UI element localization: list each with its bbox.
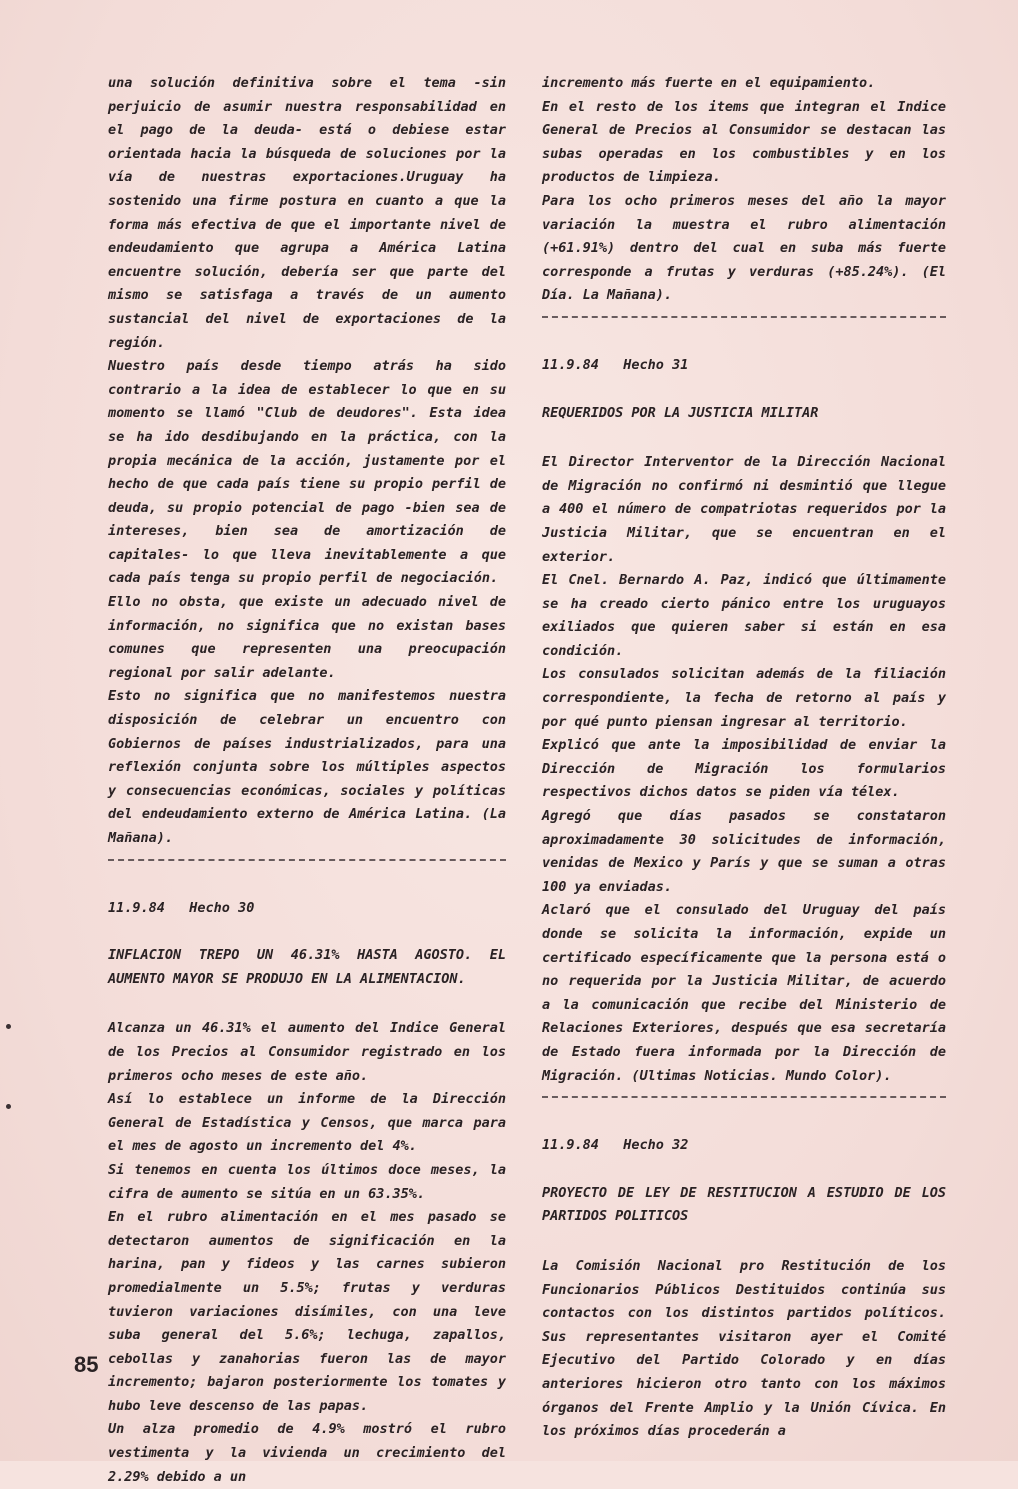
section-divider	[542, 316, 946, 318]
section-date: 11.9.84	[542, 356, 599, 373]
paragraph: Los consulados solicitan además de la filiación correspondiente, la fecha de retorno al país y por qué punto piensan ingresar al territorio.	[542, 666, 946, 730]
paragraph: La Comisión Nacional pro Restitución de los Funcionarios Públicos Destituidos continúa sus contactos con los distintos partidos políticos. Sus representantes visitaron ayer el Comité Ejecutivo del Partido Colorado y en días anteriores hicieron otro tanto con los máximos órganos del Frente Amplio y la Unión Cívica. En los próximos días procederán a	[542, 1257, 946, 1440]
paragraph: Esto no significa que no manifestemos nuestra disposición de celebrar un encuentro con Gobiernos de países industrializados, para una reflexión conjunta sobre los múltiples aspectos y consecuencias económicas, sociales y políticas del endeudamiento externo de América Latina. (La Mañana).	[108, 688, 506, 846]
paragraph: Aclaró que el consulado del Uruguay del país donde se solicita la información, expide un certificado específicamente que la persona está o no requerida por la Justicia Militar, de acuerdo a la comunicación que recibe del Ministerio de Relaciones Exteriores, después que esa secretaría de Estado fuera informada por la Dirección de Migración. (Ultimas Noticias. Mundo Color).	[542, 902, 946, 1084]
paragraph: En el rubro alimentación en el mes pasado se detectaron aumentos de significación en la harina, pan y fideos y las carnes subieron promedialmente un 5.5%; frutas y verduras tuvieron variaciones disímiles, con una leve suba general del 5.6%; lechuga, zapallos, cebollas y zanahorias fueron las de mayor incremento; bajaron posteriormente los tomates y hubo leve descenso de las papas.	[108, 1209, 506, 1414]
paragraph: una solución definitiva sobre el tema -sin perjuicio de asumir nuestra responsabilidad en el pago de la deuda- está o debiese estar orientada hacia la búsqueda de soluciones por la vía de nuestras exportaciones.Uruguay ha sostenido una firme postura en cuanto a que la forma más efectiva de que el importante nivel de endeudamiento que agrupa a América Latina encuentre solución, debería ser que parte del mismo se satisfaga a través de un aumento sustancial del nivel de exportaciones de la región.	[108, 75, 506, 351]
paragraph: Ello no obsta, que existe un adecuado nivel de información, no significa que no existan bases comunes que representen una preocupación regional por salir adelante.	[108, 594, 506, 681]
section-label: Hecho 31	[623, 356, 689, 373]
section-title: REQUERIDOS POR LA JUSTICIA MILITAR	[542, 404, 819, 421]
section-divider	[542, 1096, 946, 1098]
binding-hole-mark	[6, 1104, 11, 1109]
section-divider	[108, 859, 506, 861]
section-title: PROYECTO DE LEY DE RESTITUCION A ESTUDIO DE LOS PARTIDOS POLITICOS	[542, 1184, 946, 1225]
paragraph: Así lo establece un informe de la Dirección General de Estadística y Censos, que marca para el mes de agosto un incremento del 4%.	[108, 1091, 506, 1155]
section-header-hecho-32	[542, 1134, 946, 1158]
section-label: Hecho 32	[623, 1137, 689, 1154]
right-column	[542, 72, 946, 1444]
section-header-hecho-31	[542, 354, 946, 378]
paragraph: Agregó que días pasados se constataron aproximadamente 30 solicitudes de información, venidas de Mexico y París y que se suman a otras 100 ya enviadas.	[542, 808, 946, 895]
paragraph: Nuestro país desde tiempo atrás ha sido contrario a la idea de establecer lo que en su momento se llamó "Club de deudores". Esta idea se ha ido desdibujando en la práctica, con la propia mecánica de la acción, justamente por el hecho de que cada país tiene su propio perfil de deuda, su propio potencial de pago -bien sea de intereses, bien sea de amortización de capitales- lo que lleva inevitablemente a que cada país tenga su propio perfil de negociación.	[108, 358, 506, 587]
paragraph: El Director Interventor de la Dirección Nacional de Migración no confirmó ni desmintió que llegue a 400 el número de compatriotas requeridos por la Justicia Militar, que se encuentran en el exterior.	[542, 454, 946, 565]
paragraph: El Cnel. Bernardo A. Paz, indicó que últimamente se ha creado cierto pánico entre los uruguayos exiliados que quieren saber si están en esa condición.	[542, 572, 946, 659]
section-header-hecho-30	[108, 897, 506, 921]
section-date: 11.9.84	[542, 1137, 599, 1154]
paragraph: incremento más fuerte en el equipamiento.	[542, 75, 876, 91]
paragraph: Un alza promedio de 4.9% mostró el rubro vestimenta y la vivienda un crecimiento del 2.29% debido a un	[108, 1421, 506, 1485]
section-title: INFLACION TREPO UN 46.31% HASTA AGOSTO. EL AUMENTO MAYOR SE PRODUJO EN LA ALIMENTACION.	[108, 947, 506, 987]
paragraph: Alcanza un 46.31% el aumento del Indice General de los Precios al Consumidor registrado en los primeros ocho meses de este año.	[108, 1020, 506, 1084]
left-column	[108, 72, 506, 1489]
binding-hole-mark	[6, 1024, 11, 1029]
paragraph: Explicó que ante la imposibilidad de enviar la Dirección de Migración los formularios respectivos dichos datos se piden vía télex.	[542, 737, 946, 801]
section-label: Hecho 30	[189, 899, 255, 916]
paragraph: Si tenemos en cuenta los últimos doce meses, la cifra de aumento se sitúa en un 63.35%.	[108, 1161, 506, 1202]
paragraph: En el resto de los items que integran el Indice General de Precios al Consumidor se destacan las subas operadas en los combustibles y en los productos de limpieza.	[542, 98, 946, 186]
paragraph: Para los ocho primeros meses del año la mayor variación la muestra el rubro alimentación (+61.91%) dentro del cual en suba más fuerte corresponde a frutas y verduras (+85.24%). (El Día. La Mañana).	[542, 192, 946, 304]
section-date: 11.9.84	[108, 899, 165, 916]
page-number: 85	[74, 1352, 99, 1377]
